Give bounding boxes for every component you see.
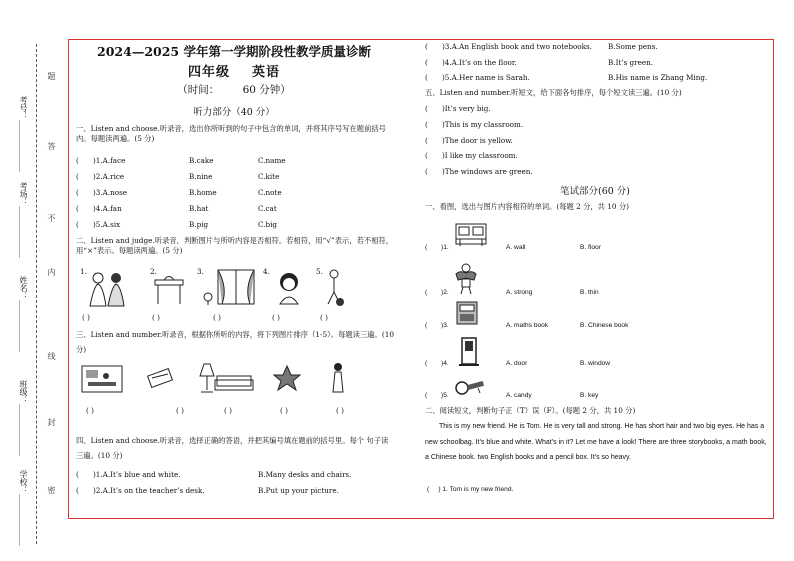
sentence: )I like my classroom. <box>442 151 518 160</box>
sentence: )It’s very big. <box>442 104 491 113</box>
answer-bracket[interactable]: ( <box>425 104 428 113</box>
answer-bracket[interactable]: ( <box>76 486 79 495</box>
answer-bracket[interactable]: ( ) <box>86 406 94 415</box>
option-b: B.Many desks and chairs. <box>258 470 352 479</box>
pencil-box-icon <box>146 368 174 388</box>
reading-item-1[interactable]: ( ) 1. Tom is my new friend. <box>427 486 514 493</box>
option-a: )1.A.It’s blue and white. <box>93 470 181 479</box>
answer-bracket[interactable]: ( <box>76 470 79 479</box>
option-b: B.It’s green. <box>608 58 654 67</box>
reading-passage: This is my new friend. He is Tom. He is very tall and strong. He has short hair and two big eyes. He has a new schoolbag. It’s blue and white. What’s in it? Let me have a look! There are three storybooks, a math book, a Chinese book. two English books and a pencil box. It’s so heavy. <box>425 423 767 461</box>
exam-number-field[interactable]: 考号：_____________ <box>19 96 28 172</box>
window-icon <box>216 268 256 306</box>
star-icon <box>272 364 302 392</box>
picture-number: 3. <box>197 267 204 276</box>
item-number: )1. <box>441 244 449 251</box>
option-b: B. thin <box>580 289 599 296</box>
sentence: )The door is yellow. <box>442 136 513 145</box>
option-a: )3.A.nose <box>93 188 128 197</box>
exam-room-field[interactable]: 考场：_____________ <box>19 182 28 258</box>
answer-bracket[interactable]: ( <box>76 188 79 197</box>
answer-bracket[interactable]: ( <box>425 136 428 145</box>
option-b: B. floor <box>580 244 601 251</box>
listening-heading: 听力部分（40 分） <box>193 107 275 118</box>
option-a: A. strong <box>506 289 533 296</box>
strong-man-icon <box>454 262 478 296</box>
option-c: C.cat <box>258 204 277 213</box>
option-a: )3.A.An English book and two notebooks. <box>442 42 592 51</box>
answer-bracket[interactable]: ( <box>425 42 428 51</box>
picture-number: 4. <box>263 267 270 276</box>
answer-bracket[interactable]: ( ) <box>280 406 288 415</box>
writing-q1-instruction: 一、看图，选出与图片内容相符的单词。(每题 2 分，共 10 分) <box>425 202 630 211</box>
option-c: C.big <box>258 220 278 229</box>
sentence: )This is my classroom. <box>442 120 524 129</box>
answer-bracket[interactable]: ( <box>76 172 79 181</box>
answer-bracket[interactable]: ( ) <box>176 406 184 415</box>
binding-dashed-line <box>36 44 37 544</box>
seal-char: 内 <box>47 268 56 276</box>
boy-ball-icon <box>322 268 346 308</box>
option-a: )4.A.fan <box>93 204 122 213</box>
option-a: A. wall <box>506 244 526 251</box>
answer-bracket[interactable]: ( <box>425 322 428 329</box>
option-b: B. window <box>580 360 611 367</box>
answer-bracket[interactable]: ( <box>425 58 428 67</box>
option-b: B.hat <box>189 204 209 213</box>
sentence: )The windows are green. <box>442 167 533 176</box>
listening-q2-instruction: 二、Listen and judge.听录音，判断图片与所听内容是否相符。若相符，用“√”表示，若不相符，用“×”表示。每题读两遍。(5 分) <box>76 236 394 255</box>
chinese-book-icon <box>454 300 480 326</box>
listening-q4-instruction: 四、Listen and choose.听录音，选择正确的答语，并把其编号填在题前的括号里。每个 句子读三遍。(10 分) <box>76 436 389 460</box>
option-a: )4.A.It’s on the floor. <box>442 58 517 67</box>
option-b: B. key <box>580 392 599 399</box>
option-a: )2.A.rice <box>93 172 125 181</box>
option-a: A. door <box>506 360 528 367</box>
answer-bracket[interactable]: ( <box>425 151 428 160</box>
option-a: )5.A.Her name is Sarah. <box>442 73 530 82</box>
item-number: )3. <box>441 322 449 329</box>
seal-char: 线 <box>47 352 56 360</box>
answer-bracket[interactable]: ( <box>425 120 428 129</box>
option-b: B. Chinese book <box>580 322 629 329</box>
answer-bracket[interactable]: ( ) <box>152 313 160 322</box>
key-icon <box>454 378 490 398</box>
classroom-wall-icon <box>454 222 488 248</box>
sofa-icon <box>214 372 254 394</box>
lamp-icon <box>200 292 216 306</box>
listening-q1-instruction: 一、Listen and choose.听录音，选出你所听到的句子中包含的单词，并将其序号写在题前括号内。每题读两遍。(5 分) <box>76 124 386 143</box>
item-number: )2. <box>441 289 449 296</box>
answer-bracket[interactable]: ( <box>425 360 428 367</box>
item-number: )5. <box>441 392 449 399</box>
option-b: B.His name is Zhang Ming. <box>608 73 708 82</box>
option-b: B.pig <box>189 220 209 229</box>
listening-q5-instruction: 五、Listen and number.听短文，给下面各句排序，每个短文读三遍。(10 分) <box>425 88 682 97</box>
answer-bracket[interactable]: ( <box>425 73 428 82</box>
answer-bracket[interactable]: ( ) <box>320 313 328 322</box>
option-a: )5.A.six <box>93 220 121 229</box>
seal-char: 不 <box>47 214 56 222</box>
school-field[interactable]: 学校：_____________ <box>19 470 28 546</box>
item-number: )4. <box>441 360 449 367</box>
seal-char: 封 <box>47 418 56 426</box>
girl-standing-icon <box>330 362 346 398</box>
answer-bracket[interactable]: ( <box>425 392 428 399</box>
name-field[interactable]: 姓名：_____________ <box>19 276 28 352</box>
option-b: B.nine <box>189 172 213 181</box>
seal-char: 密 <box>47 486 56 494</box>
option-b: B.cake <box>189 156 214 165</box>
answer-bracket[interactable]: ( ) <box>272 313 280 322</box>
classroom-icon <box>80 364 124 394</box>
picture-number: 2. <box>150 267 157 276</box>
option-b: B.Some pens. <box>608 42 658 51</box>
exam-title: 2024—2025 学年第一学期阶段性教学质量诊断 <box>97 44 371 59</box>
listening-q3-instruction: 三、Listen and number.听录音，根据你所听的内容，将下列图片排序（1-5）。每题读三遍。(10 分) <box>76 330 394 354</box>
answer-bracket[interactable]: ( <box>76 220 79 229</box>
option-c: C.name <box>258 156 286 165</box>
answer-bracket[interactable]: ( ) <box>213 313 221 322</box>
grade-subject: 四年级 英语 <box>187 65 281 80</box>
option-a: A. maths book <box>506 322 549 329</box>
answer-bracket[interactable]: ( <box>425 244 428 251</box>
answer-bracket[interactable]: ( <box>76 156 79 165</box>
two-people-icon <box>84 268 130 308</box>
seal-char: 答 <box>47 142 56 150</box>
option-b: B.Put up your picture. <box>258 486 339 495</box>
writing-q2-instruction: 二、阅读短文，判断句子正（T）误（F）。(每题 2 分，共 10 分) <box>425 406 636 415</box>
option-a: A. candy <box>506 392 532 399</box>
exam-time: （时间： 60 分钟） <box>177 84 291 96</box>
writing-heading: 笔试部分(60 分) <box>559 186 631 197</box>
answer-bracket[interactable]: ( <box>425 167 428 176</box>
door-icon <box>458 336 480 368</box>
option-a: )1.A.face <box>93 156 126 165</box>
picture-number: 1. <box>80 267 87 276</box>
answer-bracket[interactable]: ( <box>76 204 79 213</box>
picture-number: 5. <box>316 267 323 276</box>
option-c: C.note <box>258 188 282 197</box>
option-a: )2.A.It’s on the teacher’s desk. <box>93 486 205 495</box>
girl-icon <box>274 270 304 306</box>
answer-bracket[interactable]: ( <box>425 289 428 296</box>
class-field[interactable]: 班级：_____________ <box>19 380 28 456</box>
desk-icon <box>152 272 186 306</box>
answer-bracket[interactable]: ( ) <box>224 406 232 415</box>
answer-bracket[interactable]: ( ) <box>82 313 90 322</box>
option-c: C.kite <box>258 172 280 181</box>
seal-char: 题 <box>47 72 56 80</box>
option-b: B.home <box>189 188 217 197</box>
answer-bracket[interactable]: ( ) <box>336 406 344 415</box>
